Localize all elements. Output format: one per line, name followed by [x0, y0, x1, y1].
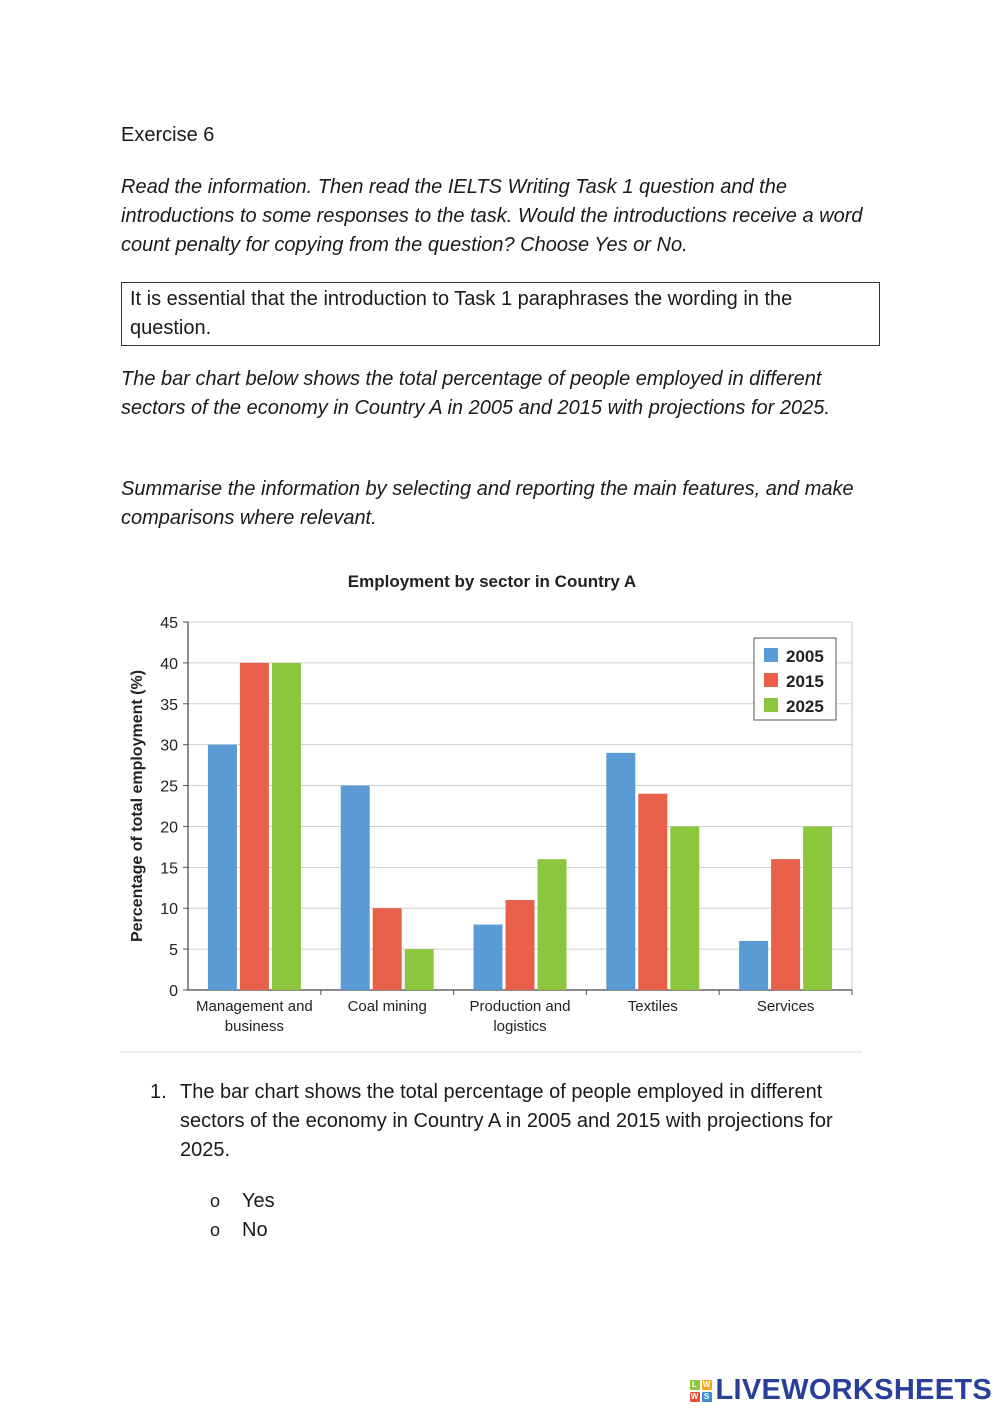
task-prompt: The bar chart below shows the total percentage of people employed in different sectors of the economy in Country A in 2005 and 2015 with projections for 2025.: [121, 368, 830, 419]
bar-2025: [405, 949, 434, 990]
bar-2015: [240, 663, 269, 990]
x-tick-label: business: [224, 1018, 285, 1035]
x-tick-label: Production and: [469, 998, 571, 1015]
option-yes[interactable]: [210, 1187, 275, 1216]
option-no[interactable]: [210, 1216, 275, 1245]
bar-chart: [110, 560, 870, 1060]
brand-watermark: [690, 1374, 993, 1407]
y-tick-label: 15: [160, 860, 178, 878]
exercise-title: Exercise 6: [121, 124, 215, 146]
x-tick-label: Services: [756, 998, 815, 1015]
x-tick-label: logistics: [493, 1018, 547, 1035]
y-tick-label: 45: [160, 615, 178, 632]
note-box: [121, 282, 880, 346]
bar-2015: [373, 908, 402, 990]
instructions: Read the information. Then read the IELTS Writing Task 1 question and the introductions to some responses to the task. Would the introductions receive a word count penalty for copying from the question? Choose Yes or No.: [121, 176, 863, 256]
legend-swatch: [764, 648, 778, 662]
y-tick-label: 0: [169, 983, 178, 1000]
bar-2005: [606, 753, 635, 990]
option-label: No: [242, 1219, 268, 1241]
bar-2015: [771, 859, 800, 990]
bar-2005: [739, 941, 768, 990]
y-tick-label: 35: [160, 696, 178, 714]
y-tick-label: 20: [160, 819, 178, 837]
chart-title: Employment by sector in Country A: [347, 572, 637, 591]
logo-tile: L: [690, 1380, 700, 1390]
y-tick-label: 10: [160, 901, 178, 919]
bar-2015: [638, 794, 667, 990]
bar-2025: [272, 663, 301, 990]
brand-logo-icon: [690, 1380, 712, 1402]
x-tick-label: Management and: [196, 998, 313, 1015]
bar-2025: [803, 826, 832, 990]
y-tick-label: 30: [160, 737, 178, 755]
legend-swatch: [764, 698, 778, 712]
radio-bullet-icon[interactable]: o: [210, 1220, 221, 1240]
note-text: It is essential that the introduction to Task 1 paraphrases the wording in the question.: [130, 288, 793, 339]
legend-label: 2005: [786, 647, 824, 666]
question-item: [150, 1078, 870, 1165]
y-tick-label: 40: [160, 655, 178, 673]
bar-2005: [474, 925, 503, 990]
bar-2015: [506, 900, 535, 990]
bar-2005: [341, 786, 370, 990]
radio-bullet-icon[interactable]: o: [210, 1191, 221, 1211]
task-instruction: Summarise the information by selecting and reporting the main features, and make comparisons where relevant.: [121, 478, 854, 529]
logo-tile: S: [702, 1392, 712, 1402]
logo-tile: W: [690, 1391, 699, 1401]
question-number: 1.: [150, 1081, 167, 1103]
bar-2025: [538, 859, 567, 990]
answer-options: [210, 1187, 275, 1245]
y-tick-label: 25: [160, 778, 178, 796]
x-tick-label: Textiles: [627, 998, 678, 1015]
y-tick-label: 5: [169, 942, 178, 960]
bar-2025: [670, 826, 699, 990]
brand-name: LIVEWORKSHEETS: [715, 1374, 992, 1406]
legend-label: 2025: [786, 697, 824, 716]
question-text: The bar chart shows the total percentage of people employed in different sectors of the economy in Country A in 2005 and 2015 with projections for 2025.: [180, 1081, 833, 1161]
x-tick-label: Coal mining: [347, 998, 427, 1015]
bar-2005: [208, 745, 237, 990]
legend-label: 2015: [786, 672, 824, 691]
logo-tile: W: [702, 1379, 711, 1389]
y-axis-label: Percentage of total employment (%): [129, 669, 146, 943]
option-label: Yes: [242, 1190, 275, 1212]
legend-swatch: [764, 673, 778, 687]
